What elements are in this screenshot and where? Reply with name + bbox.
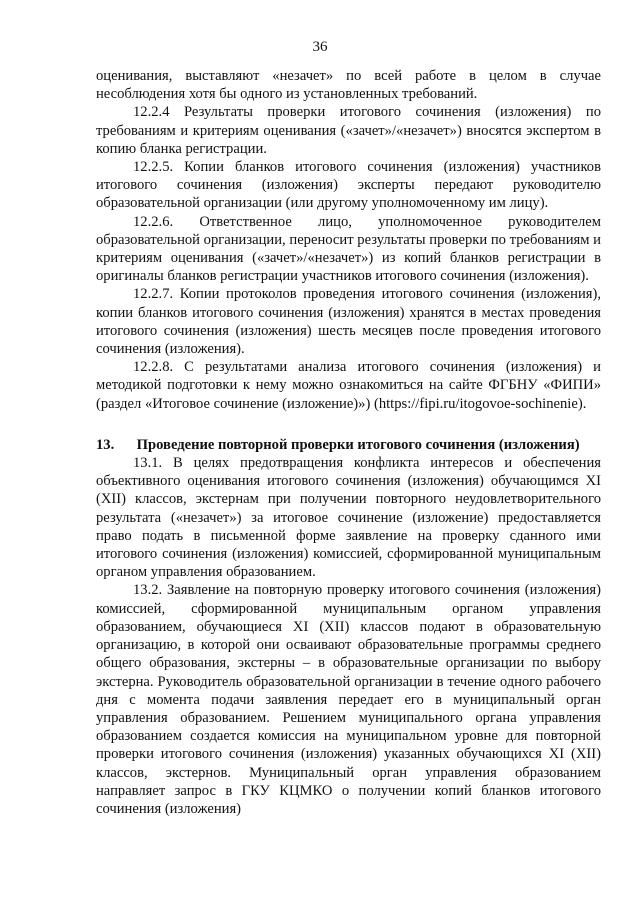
paragraph-12-2-4: 12.2.4 Результаты проверки итогового сочинения (изложения) по требованиям и критериям оценивания («зачет»/«незачет») вносятся экспертом в копию бланка регистрации.	[96, 104, 601, 157]
page-body	[96, 67, 601, 818]
paragraph-13-1: 13.1. В целях предотвращения конфликта интересов и обеспечения объективного оценивания итогового сочинения (изложения) обучающимся XI (XII) классов, экстернам при получении повторного неудовлетворительного результата («незачет») за итоговое сочинение (изложение) предоставляется право подать в письменной форме заявление на проверку сданного ими итогового сочинения (изложения) комиссией, сформированной муниципальным органом управления образованием.	[96, 455, 601, 581]
section-title: Проведение повторной проверки итогового сочинения (изложения)	[136, 436, 580, 453]
section-heading	[96, 436, 601, 454]
paragraph-continuation: оценивания, выставляют «незачет» по всей работе в целом в случае несоблюдения хотя бы одного из установленных требований.	[96, 68, 601, 103]
section-number: 13.	[96, 436, 115, 453]
paragraph-12-2-7: 12.2.7. Копии протоколов проведения итогового сочинения (изложения), копии бланков итогового сочинения (изложения) хранятся в местах проведения итогового сочинения (изложения) шесть месяцев после проведения итогового сочинения (изложения).	[96, 286, 601, 358]
paragraph-12-2-8: 12.2.8. С результатами анализа итогового сочинения (изложения) и методикой подготовки к нему можно ознакомиться на сайте ФГБНУ «ФИПИ» (раздел «Итоговое сочинение (изложение)») (https://fipi.ru/itogovoe-sochinenie).	[96, 359, 601, 412]
paragraph-12-2-6: 12.2.6. Ответственное лицо, уполномоченное руководителем образовательной организации, переносит результаты проверки по требованиям и критериям оценивания («зачет»/«незачет») из копий бланков регистрации в оригиналы бланков регистрации участников итогового сочинения (изложения).	[96, 213, 601, 285]
paragraph-12-2-5: 12.2.5. Копии бланков итогового сочинения (изложения) участников итогового сочинения (изложения) эксперты передают руководителю образовательной организации (или другому уполномоченному им лицу).	[96, 159, 601, 212]
page-number: 36	[312, 39, 328, 55]
paragraph-13-2: 13.2. Заявление на повторную проверку итогового сочинения (изложения) комиссией, сформированной муниципальным органом управления образованием, обучающиеся XI (XII) классов подают в образовательную организацию, в которой они осваивают образовательные программы среднего общего образования, экстерны – в образовательные организации по выбору экстерна. Руководитель образовательной организации в течение одного рабочего дня с момента подачи заявления передает его в муниципальный орган управления образованием. Решением муниципального органа управления образованием создается комиссия на муниципальном уровне для повторной проверки итогового сочинения (изложения) указанных обучающихся XI (XII) классов, экстернов. Муниципальный орган управления образованием направляет запрос в ГКУ КЦМКО о получении копий бланков итогового сочинения (изложения)	[96, 582, 601, 817]
